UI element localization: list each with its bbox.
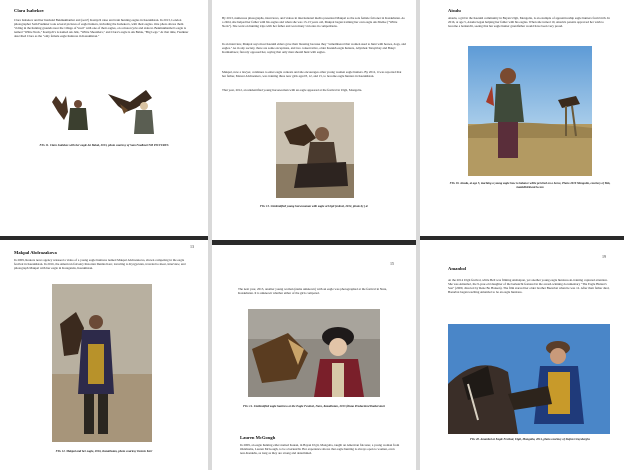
page-number: 15 <box>390 261 394 266</box>
page-amanbol <box>420 240 624 470</box>
photo-amanbol-horse <box>448 324 610 434</box>
paragraph-media: By 2013, numerous photographs, interviews, and videos in international media presented Makpal as the sole female falconer in Kazakhstan. As a child, she helped her father with his eagles and when she was 13-13 years old, Makpal began training her own eagle Ak Zhelke ("White Neck"). She went on hunting trips with her father and won many victories in competitions. <box>222 16 405 28</box>
caption-fig20: FIG 20. Amanbol at Eagle Festival, Ulgii, Mongolia, 2014, photo courtesy of Stefan Cruysberghs <box>469 437 591 441</box>
paragraph-interview: In an interview, Makpal says most Kazakh elders gave their blessing because they "remembered that women used to hunt with horses, dogs, and eagles." As in any society, there are some exceptions, and two conservative, older Kazakh eagle hunters, Altynbek Tursynbay and Bakyt Karmanbaev, fiercely opposed her, saying that only men should hunt with eagles. <box>222 42 406 54</box>
caption-fig12: FIG 12. Makpal and her eagle, 2016, Kazakhstan, photo courtesy Dennis Kerr <box>55 449 153 453</box>
paragraph-aisulu: Aisulu, a girl in the Kazakh community in Bayan Ulgii, Mongolia, is an example of apprenticeship eagle hunters from birth. In 2016, at age 5, Aisulu began helping her father with his eagles. When she turned 10, Aisulu's parents approved her wish to become a berkutchi, seeing that her eagle hunter grandfather would have been very proud. <box>448 16 610 28</box>
paragraph-nura: The next year, 2013, another young woman (name unknown) with an eagle was photographed at the festival in Nura, Kazakhstan. It is unknown whether either of the girls competed. <box>238 287 388 295</box>
paragraph-lauren: In 2009, an eagle hunting elder named Kokan, in Bayan Ulgii, Mongolia, taught an American falconer, a young woman from Oklahoma, Lauren McGough, to be a berkutchi. Her experience shows that eagle hunting is always open to women, even non-Kazakhs, as long as they are strong and determined. <box>240 443 400 455</box>
page-number: 19 <box>602 254 606 259</box>
section-heading-makpal: Makpal Abdrazakova <box>14 250 57 255</box>
section-heading-aisulu: Aisulu <box>448 8 461 13</box>
paragraph-amanbol: At the 2014 Ulgii festival, while Bell was filming Aisholpan, yet another young eagle huntress-in-training captured attention. She was Amanbol, the 9-year-old daughter of the berkutchi featured in the award-winning documentary "The Eagle Hunter's Son" (2009, directed by Rene Bo Hansen). The film starred her older brother Bazarbai when he was 12. After their father died, Bazarbai began teaching Amanbol to be an eagle huntress. <box>448 278 610 294</box>
photo-young-horsewoman <box>276 102 354 198</box>
caption-fig14: FIG 14. Unidentified eagle huntress at the Eagle Festival, Nura, Kazakhstan, 2013 (Iluna Production/Shutterstock <box>243 404 385 408</box>
page-makpal-continued <box>212 0 416 240</box>
section-heading-lauren: Lauren McGough <box>240 435 276 440</box>
photo-aisulu-eagle <box>468 46 592 176</box>
paragraph-makpal: In 2009, Reuters news agency released a video of a young eagle huntress named Makpal Abdrazakova, shown competing in the eagle festival in Kazakhstan. In 2016, the American falconry historian Dennis Kerr, traveling to Kyrgyzstan, traveled to meet, interview, and photograph Makpal with her eagle in Karaganda, Kazakhstan. <box>14 258 186 270</box>
page-clara-isabekov <box>0 0 208 236</box>
caption-fig19: FIG 19. Aisulu, at age 5, teaching a young eagle how to balance while perched on a horse, Photo 2019 Mongolia, courtesy of Bek, kazakhbirdwatch.com <box>449 181 611 189</box>
caption-fig11: FIG 11. Clara Isabekov with her eagle Ak Balak, 2013, photo courtesy of Sam Faulkner/NB PICTURES <box>39 143 169 147</box>
section-heading-clara: Clara Isabekov <box>14 8 44 13</box>
page-aisulu <box>420 0 624 236</box>
photo-makpal-eagle <box>52 284 152 442</box>
paragraph-lawyer: Makpal, now a lawyer, continues to enter eagle contests and she encourages other young women eagle hunters. By 2012, it was reported that her father, Marzet Abdrazakov, was training three new girls aged 8, 12, and 15, to become eagle hunters in Kazakhstan. <box>222 70 402 78</box>
page-number: 13 <box>190 244 194 249</box>
page-nura-lauren <box>212 245 416 470</box>
paragraph-clara: Clara Isabekov and her husband Bekmukhanbet and (son?) Kaznych raise and train hunting eagles in Kazakhstan. In 2013, London photographer Sam Faulkner took several pictures of eagle hunters, including the Isabekovs, with their eagles. One photo shows them "riding in the hunting grounds near the village of Vosti" with one of their eagles, on a motorcycle and sidecar. Bekmukhanbet's eagle is named "White Neck," Kaznych's is named Ak Jalk, "White Shoulders," and Clara's eagle is Ak Balak, "Big Legs." At that time, Faulkner described Clara as the "only female eagle huntress in Kazakhstan." <box>14 18 189 38</box>
photo-nura-huntress <box>248 309 380 397</box>
page-makpal <box>0 240 208 470</box>
section-heading-amanbol: Amanbol <box>448 266 467 271</box>
paragraph-2012: That year, 2012, an unidentified young horsewoman with an eagle appeared at the festival in Ulgii, Mongolia. <box>222 88 363 92</box>
photo-clara-eagles <box>48 82 160 138</box>
caption-fig13: FIG 13. Unidentified young horsewoman with eagle at Ulgii festival, 2012, photo by j.d. <box>259 204 369 208</box>
